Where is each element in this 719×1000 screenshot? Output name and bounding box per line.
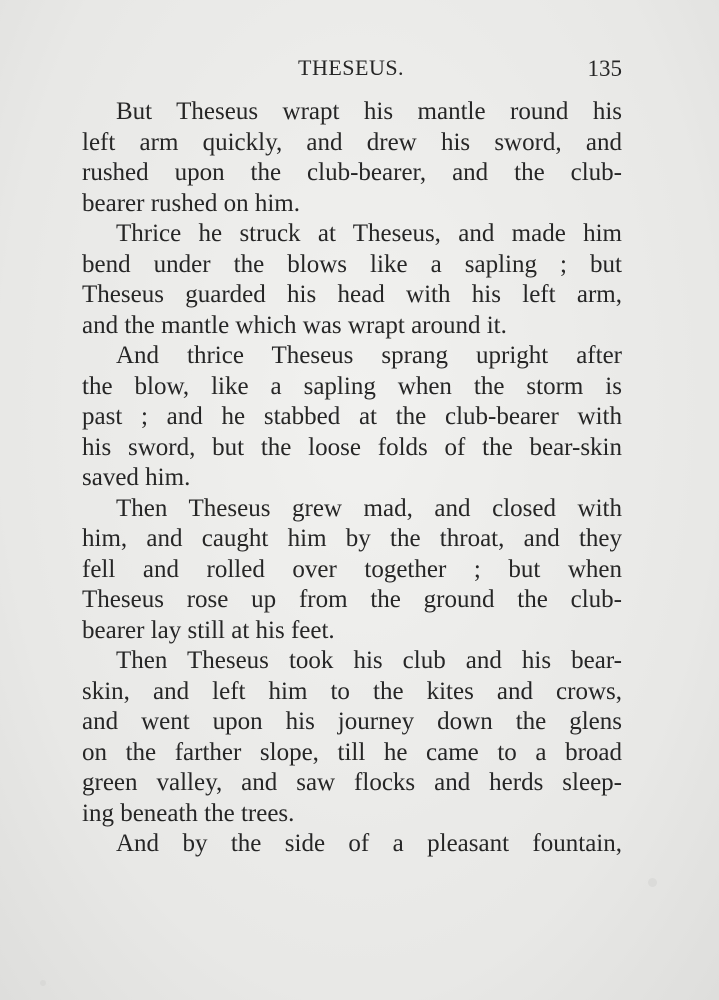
text-line: his sword, but the loose folds of the bear-skin	[82, 433, 622, 461]
text-line: fell and rolled over together ; but when	[82, 555, 622, 583]
text-line: on the farther slope, till he came to a broad	[82, 738, 622, 766]
text-line: green valley, and saw flocks and herds sleep-	[82, 769, 622, 796]
text-line: Thrice he struck at Theseus, and made him	[116, 220, 622, 247]
text-line: And by the side of a pleasant fountain,	[116, 830, 622, 857]
text-line: and went upon his journey down the glens	[82, 708, 622, 735]
text-line: Theseus guarded his head with his left arm,	[82, 281, 622, 308]
paper-spot	[40, 980, 46, 986]
text-line: bend under the blows like a sapling ; but	[82, 250, 622, 278]
text-line: bearer lay still at his feet.	[82, 616, 335, 644]
text-line: him, and caught him by the throat, and they	[82, 525, 622, 552]
text-line: bearer rushed on him.	[82, 189, 300, 217]
text-line: Then Theseus took his club and his bear-	[116, 647, 622, 674]
text-line: the blow, like a sapling when the storm is	[82, 372, 622, 400]
text-line: saved him.	[82, 464, 191, 491]
page-number: 135	[587, 56, 622, 81]
text-line: skin, and left him to the kites and crows,	[82, 677, 622, 705]
running-head	[82, 55, 622, 87]
paper-spot	[648, 878, 657, 887]
running-title: THESEUS.	[298, 55, 405, 80]
text-line: Then Theseus grew mad, and closed with	[116, 494, 622, 522]
text-line: Theseus rose up from the ground the club-	[82, 586, 622, 613]
text-line: and the mantle which was wrapt around it.	[82, 311, 507, 339]
text-line: And thrice Theseus sprang upright after	[116, 342, 622, 369]
text-line: past ; and he stabbed at the club-bearer with	[82, 403, 622, 430]
text-line: But Theseus wrapt his mantle round his	[116, 98, 622, 125]
text-line: left arm quickly, and drew his sword, and	[82, 128, 622, 156]
text-line: rushed upon the club-bearer, and the club-	[82, 159, 622, 186]
body-text	[82, 97, 622, 860]
text-line: ing beneath the trees.	[82, 799, 295, 827]
